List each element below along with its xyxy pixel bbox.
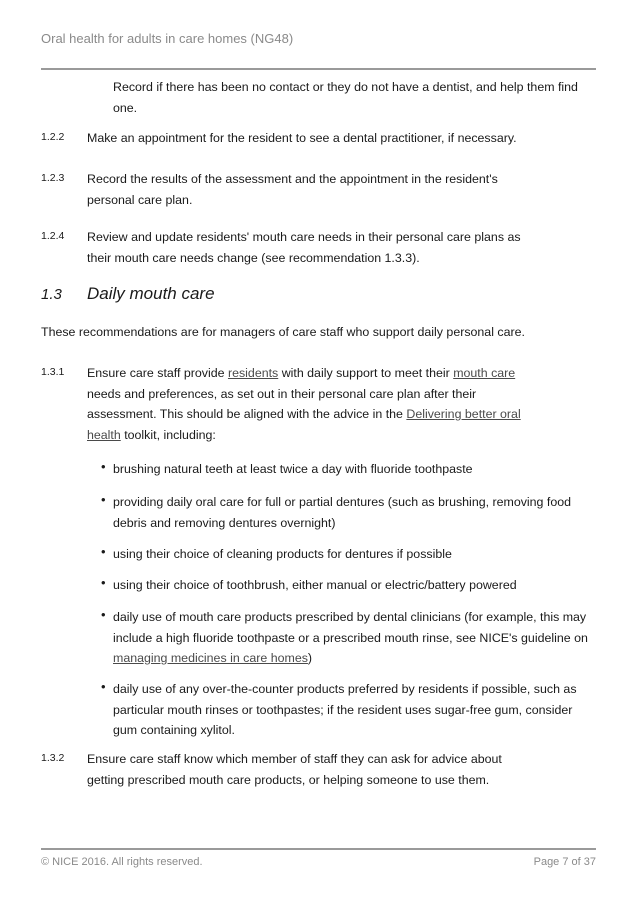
bullet-item: using their choice of cleaning products for dentures if possible <box>113 547 452 561</box>
rec-text-1-2-3 <box>87 169 557 210</box>
bullet-line: daily use of any over-the-counter products preferred by residents if possible, such as <box>113 682 577 696</box>
bullet-icon: • <box>101 492 106 507</box>
rec-number-1-2-3: 1.2.3 <box>41 172 65 184</box>
section-intro: These recommendations are for managers of care staff who support daily personal care. <box>41 325 525 339</box>
managing-medicines-link[interactable]: managing medicines in care homes <box>113 651 308 665</box>
text-span: Ensure care staff provide <box>87 366 228 380</box>
bullet-line: debris and removing dentures overnight) <box>113 515 336 530</box>
bullet-icon: • <box>101 544 106 559</box>
rec-1-3-1-line-4 <box>87 425 567 446</box>
rec-number-1-2-2: 1.2.2 <box>41 131 65 143</box>
bullet-line: daily use of mouth care products prescribed by dental clinicians (for example, this may <box>113 610 587 624</box>
footer-divider <box>41 848 596 850</box>
bullet-icon: • <box>101 459 106 474</box>
text-span: with daily support to meet their <box>278 366 454 380</box>
bullet-item <box>113 492 588 533</box>
text-span: assessment. This should be aligned with the advice in the <box>87 407 407 421</box>
rec-text-1-2-2: Make an appointment for the resident to see a dental practitioner, if necessary. <box>87 131 517 145</box>
bullet-item: using their choice of toothbrush, either manual or electric/battery powered <box>113 578 517 592</box>
document-title: Oral health for adults in care homes (NG48) <box>41 31 294 46</box>
bullet-line: particular mouth rinses or toothpastes; if the resident uses sugar-free gum, consider <box>113 702 573 717</box>
rec-1-2-3-line-2: personal care plan. <box>87 192 193 207</box>
bullet-item <box>113 607 588 669</box>
continuation-text: Record if there has been no contact or they do not have a dentist, and help them find one. <box>113 80 578 115</box>
rec-1-2-4-line-1: Review and update residents' mouth care needs in their personal care plans as <box>87 230 521 244</box>
rec-1-2-4-line-2: their mouth care needs change (see recommendation 1.3.3). <box>87 250 420 265</box>
section-title: Daily mouth care <box>87 284 215 303</box>
rec-1-3-1-line-3 <box>87 404 567 425</box>
bullet-line: providing daily oral care for full or partial dentures (such as brushing, removing food <box>113 495 571 509</box>
rec-number-1-3-1: 1.3.1 <box>41 366 65 378</box>
text-span: ) <box>307 651 313 665</box>
bullet-line: gum containing xylitol. <box>113 723 235 737</box>
bullet-icon: • <box>101 575 106 590</box>
copyright-text: © NICE 2016. All rights reserved. <box>41 856 203 868</box>
delivering-better-oral-health-link[interactable]: Delivering better oral <box>406 407 521 421</box>
rec-number-1-2-4: 1.2.4 <box>41 230 65 242</box>
rec-text-1-3-2 <box>87 749 557 790</box>
rec-1-3-1-line-1 <box>87 363 567 384</box>
rec-1-3-2-line-2: getting prescribed mouth care products, or helping someone to use them. <box>87 772 490 787</box>
section-number: 1.3 <box>41 286 62 303</box>
rec-number-1-3-2: 1.3.2 <box>41 752 65 764</box>
bullet-icon: • <box>101 679 106 694</box>
bullet-line: include a high fluoride toothpaste or a prescribed mouth rinse, see NICE's guideline on <box>113 630 588 645</box>
rec-text-1-2-4 <box>87 227 557 268</box>
rec-text-1-3-1 <box>87 363 567 445</box>
header-divider <box>41 68 596 70</box>
delivering-better-oral-health-link-cont[interactable]: health <box>87 427 121 442</box>
bullet-icon: • <box>101 607 106 622</box>
residents-link[interactable]: residents <box>227 366 279 380</box>
rec-1-2-3-line-1: Record the results of the assessment and the appointment in the resident's <box>87 172 498 186</box>
bullet-item <box>113 679 588 741</box>
page-number: Page 7 of 37 <box>533 856 596 868</box>
rec-1-3-2-line-1: Ensure care staff know which member of staff they can ask for advice about <box>87 752 502 766</box>
mouth-care-link[interactable]: mouth care <box>453 366 516 380</box>
rec-1-3-1-line-2: needs and preferences, as set out in their personal care plan after their <box>87 386 477 401</box>
text-span: toolkit, including: <box>120 427 216 442</box>
bullet-item: brushing natural teeth at least twice a day with fluoride toothpaste <box>113 462 473 476</box>
bullet-line <box>113 648 588 669</box>
